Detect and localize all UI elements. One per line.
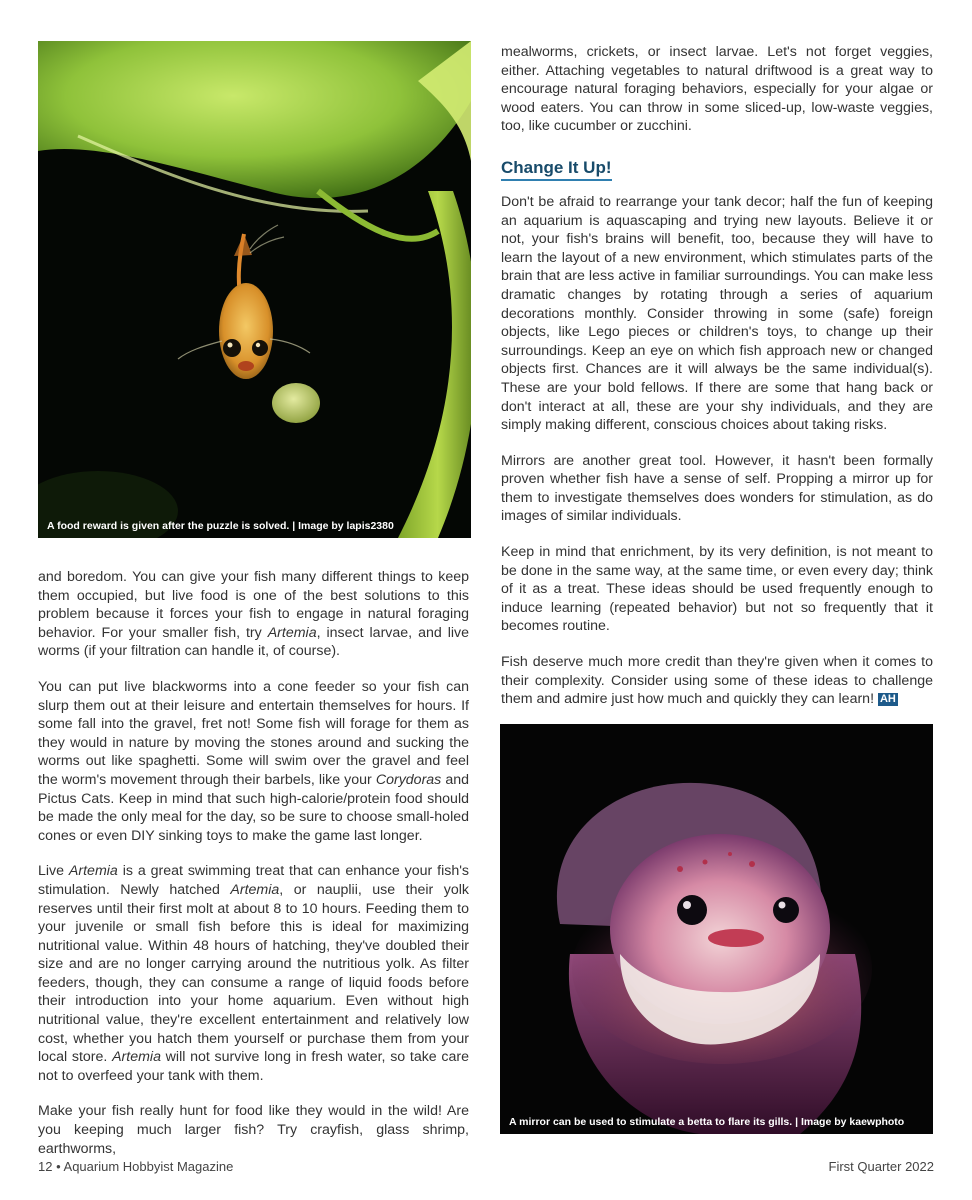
paragraph: Mirrors are another great tool. However, it hasn't been formally proven whether fish have a sense of self. Propping a mirror up for them to investigate themselves does wonders for stimulation, as do images of similar individuals. bbox=[501, 452, 933, 525]
paragraph: Keep in mind that enrichment, by its very definition, is not meant to be done in the same way, at the same time, or even every day; think of it as a treat. These ideas should be used frequently enough to induce learning (repeated behavior) but not so frequently that it becomes routine. bbox=[501, 544, 933, 635]
paragraph: and boredom. You can give your fish many different things to keep them occupied, but live food is one of the best solutions to this problem because it forces your fish to engage in natural foraging behavior. For your smaller fish, try Artemia, insect larvae, and live worms (if your filtration can handle it, of course). bbox=[38, 569, 469, 660]
section-heading: Change It Up! bbox=[501, 158, 612, 181]
photo-caption: A food reward is given after the puzzle is solved. | Image by lapis2380 bbox=[47, 520, 394, 532]
paragraph: Make your fish really hunt for food like they would in the wild! Are you keeping much larger fish? Try crayfish, glass shrimp, earthworms, bbox=[38, 1103, 469, 1157]
left-column bbox=[38, 568, 469, 1158]
paragraph: Fish deserve much more credit than they're given when it comes to their complexity. Consider using some of these ideas to challenge them and admire just how much and quickly they can learn! AH bbox=[501, 654, 933, 708]
paragraph: Live Artemia is a great swimming treat that can enhance your fish's stimulation. Newly hatched Artemia, or nauplii, use their yolk reserves until their first molt at about 8 to 10 hours. Feeding them to your juvenile or small fish before this is ideal for maximizing nutritional value. Within 48 hours of hatching, they've doubled their size and are no longer carrying around the nutritious yolk. As filter feeders, though, they can consume a range of liquid foods before their introduction into your home aquarium. Even without high nutritional value, they're excellent entertainment and relatively low cost, whether you hatch them yourself or purchase them from your local store. Artemia will not survive long in fresh water, so take care not to overfeed your tank with them. bbox=[38, 863, 470, 1084]
photo-caption: A mirror can be used to stimulate a betta to flare its gills. | Image by kaewphoto bbox=[509, 1116, 905, 1128]
photo-fish-food-reward bbox=[38, 41, 471, 538]
paragraph: You can put live blackworms into a cone feeder so your fish can slurp them out at their leisure and entertain themselves for hours. If some fall into the gravel, fret not! Some fish will forage for them as they would in nature by moving the stones around and sucking the worms out like spaghetti. Some will swim over the gravel and feel the worm's movement through their barbels, like your Corydoras and Pictus Cats. Keep in mind that such high-calorie/protein food should be made the only meal for the day, so be sure to choose small-holed cones or even DIY sinking toys to make the game last longer. bbox=[38, 678, 469, 844]
footer-right: First Quarter 2022 bbox=[828, 1159, 934, 1174]
photo-betta-mirror bbox=[500, 724, 933, 1134]
right-column bbox=[501, 43, 933, 709]
paragraph: mealworms, crickets, or insect larvae. Let's not forget veggies, either. Attaching vegetables to natural driftwood is a great way to encourage natural foraging behaviors, especially for your algae or wood eaters. You can throw in some sliced-up, low-waste veggies, too, like cucumber or zucchini. bbox=[501, 44, 933, 135]
end-mark-badge: AH bbox=[879, 693, 896, 706]
fish-food-image bbox=[38, 41, 471, 538]
footer-left: 12 • Aquarium Hobbyist Magazine bbox=[38, 1159, 234, 1174]
betta-fish-image bbox=[500, 724, 933, 1134]
paragraph: Don't be afraid to rearrange your tank decor; half the fun of keeping an aquarium is aquascaping and trying new layouts. Believe it or not, your fish's brains will benefit, too, because they will have to learn the layout of a new environment, which stimulates parts of the brain that are less active in familiar surroundings. You can make less dramatic changes by rotating through a series of aquarium decorations monthly. Consider throwing in some (safe) foreign objects, like Lego pieces or children's toys, to change up their surroundings. Keep an eye on which fish approach new or changed objects first. Chances are it will always be the same individual(s). These are your bold fellows. If there are some that hang back or don't interact at all, these are your shy individuals, and they are simply making different, conscious choices about taking risks. bbox=[501, 193, 933, 434]
